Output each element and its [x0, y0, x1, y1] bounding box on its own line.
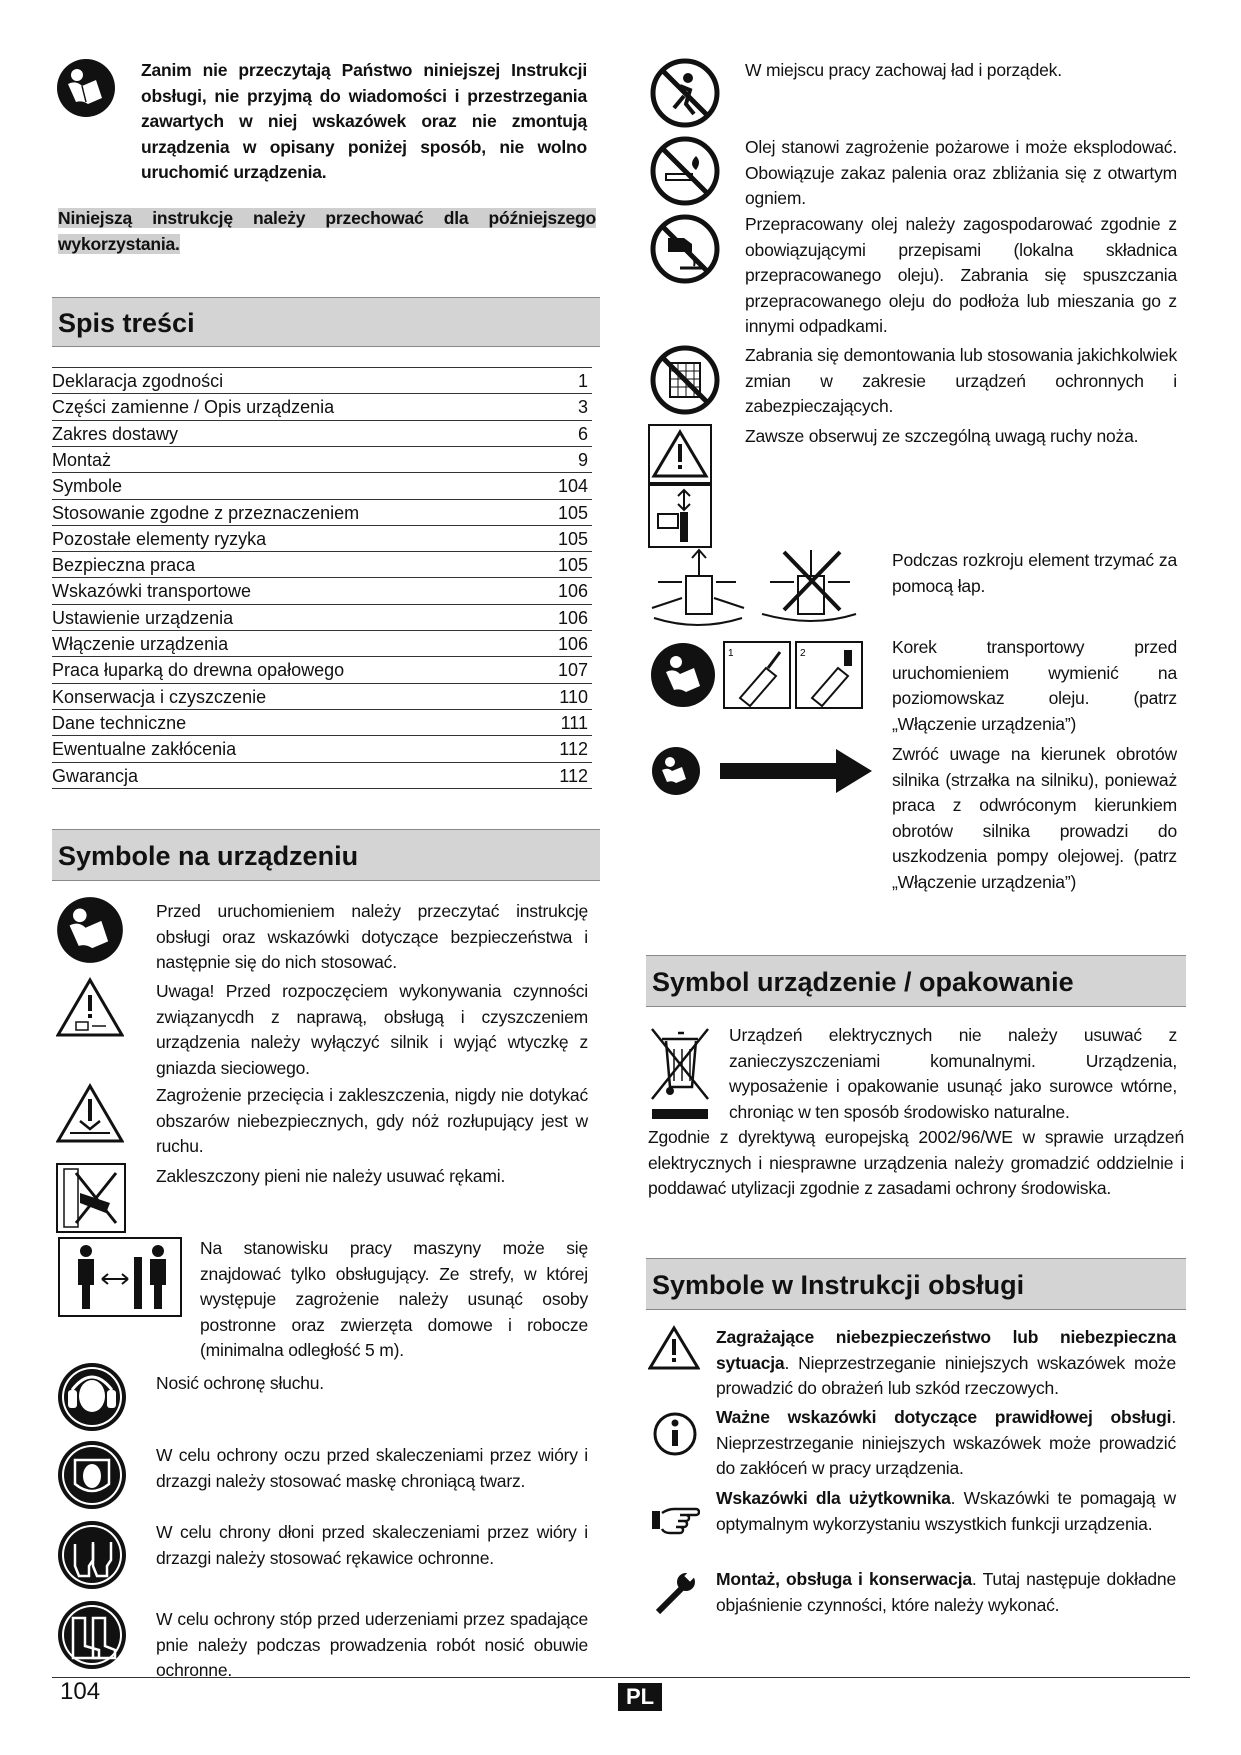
- toc-page: 105: [557, 555, 588, 576]
- right-symbol-text-3: Przepracowany olej należy zagospodarować zgodnie z obowiązującymi przepisami (lokalna składnica przepracowanego oleju). Zabrania się spuszczania przepracowanego oleju do podłoża lub mieszania go z innymi odpadkami.: [745, 214, 1177, 336]
- jammed-log-hands-icon: [56, 1163, 126, 1233]
- device-symbol-text-9: W celu ochrony stóp przed uderzeniami przez spadające pnie należy podczas prowadzenia robót nosić obuwie ochronne.: [156, 1609, 588, 1680]
- toc-label: Deklaracja zgodności: [52, 371, 224, 391]
- toc-label: Symbole: [52, 476, 123, 497]
- toc-label: Stosowanie zgodne z przeznaczeniem: [52, 502, 360, 523]
- right-symbol-text-7: Korek transportowy przed uruchomieniem wymienić na poziomowskaz oleju. (patrz „Włączenie urządzenia”): [892, 637, 1177, 734]
- device-symbol-text-4: Zakleszczony pieni nie należy usuwać rękami.: [156, 1166, 506, 1186]
- toc-page: 110: [559, 686, 588, 707]
- toc-row: [52, 472, 592, 499]
- packaging-heading: Symbol urządzenie / opakowanie: [646, 955, 1186, 1007]
- manual-symbol-item-3: Wskazówki dla użytkownika. Wskazówki te pomagają w optymalnym wykorzystaniu wszystkich funkcji urządzenia.: [716, 1488, 1176, 1534]
- toc-row: [52, 683, 592, 710]
- toc-page: 106: [557, 607, 588, 628]
- toc-label: Gwarancja: [52, 765, 139, 786]
- page-number: 104: [60, 1678, 101, 1705]
- toc-label: Dane techniczne: [52, 712, 187, 733]
- right-symbol-text-1: W miejscu pracy zachowaj ład i porządek.: [745, 60, 1062, 80]
- toc-page: 106: [557, 634, 588, 654]
- toc-row: [52, 446, 592, 473]
- safety-boots-icon: [57, 1600, 127, 1670]
- toc-page: 106: [557, 581, 588, 602]
- device-symbol-text-5: Na stanowisku pracy maszyny może się znajdować tylko obsługujący. Ze strefy, w której występuje zagrożenie należy usunąć osoby postronne oraz zwierzęta domowe i robocze (minimalna odległość 5 m).: [200, 1238, 588, 1360]
- footer-rule: [52, 1677, 1190, 1678]
- toc-row: [52, 393, 592, 420]
- right-symbol-text-4: Zabrania się demontowania lub stosowania jakichkolwiek zmian w zakresie urządzeń ochronnych i zabezpieczających.: [745, 345, 1177, 416]
- toc-label: Wskazówki transportowe: [52, 581, 252, 602]
- face-shield-icon: [57, 1440, 127, 1510]
- toc-bottom-rule: [52, 788, 592, 789]
- manual-symbol-item-2: Ważne wskazówki dotyczące prawidłowej obsługi. Nieprzestrzeganie niniejszych wskazówek może prowadzić do zakłóceń w pracy urządzenia.: [716, 1407, 1176, 1478]
- packaging-text-2: Zgodnie z dyrektywą europejską 2002/96/WE w sprawie urządzeń elektrycznych i niesprawne urządzenia należy gromadzić oddzielnie i poddawać utylizacji zgodnie z zasadami ochrony środowiska.: [648, 1127, 1184, 1198]
- toc-label: Włączenie urządzenia: [52, 634, 229, 654]
- transport-plug-icon: [650, 640, 866, 710]
- toc-row: [52, 577, 592, 604]
- no-guard-removal-icon: [650, 345, 720, 415]
- manual-symbol-item-4: Montaż, obsługa i konserwacja. Tutaj następuje dokładne objaśnienie czynności, które należy wykonać.: [716, 1569, 1176, 1615]
- toc-page: 105: [557, 528, 588, 549]
- toc-row: [52, 367, 592, 394]
- manual-symbols-heading: Symbole w Instrukcji obsługi: [646, 1258, 1186, 1310]
- motor-rotation-arrow-icon: [650, 745, 876, 797]
- toc-label: Montaż: [52, 449, 112, 470]
- toc-row: [52, 420, 592, 447]
- svg-text:1: 1: [728, 648, 734, 659]
- toc-row: [52, 630, 592, 657]
- operator-zone-icon: [58, 1237, 182, 1317]
- keep-tidy-prohibition-icon: [650, 58, 720, 128]
- blade-warning-icon: [648, 424, 712, 548]
- device-symbols-heading: Symbole na urządzeniu: [52, 829, 600, 881]
- toc-page: 104: [557, 476, 588, 497]
- right-symbol-text-6: Podczas rozkroju element trzymać za pomocą łap.: [892, 550, 1177, 596]
- toc-row: [52, 551, 592, 578]
- toc-label: Konserwacja i czyszczenie: [52, 686, 267, 707]
- device-symbol-text-8: W celu chrony dłoni przed skaleczeniami przez wióry i drzazgi należy stosować rękawice ochronne.: [156, 1522, 588, 1568]
- toc-label: Zakres dostawy: [52, 423, 179, 444]
- toc-label: Praca łuparką do drewna opałowego: [52, 660, 345, 681]
- hold-with-claws-icon: [648, 548, 858, 630]
- manual-symbol-item-1: Zagrażające niebezpieczeństwo lub niebezpieczna sytuacja. Nieprzestrzeganie niniejszych wskazówek może prowadzić do obrażeń lub szkód rzeczowych.: [716, 1327, 1176, 1398]
- device-symbol-text-2: Uwaga! Przed rozpoczęciem wykonywania czynności związanycdh z naprawą, obsługą i czyszczeniem urządzenia należy wyłączyć silnik i wyjąć wtyczkę z gniazda sieciowego.: [156, 981, 588, 1078]
- toc-row: [52, 709, 592, 736]
- device-symbol-text-3: Zagrożenie przecięcia i zakleszczenia, nigdy nie dotykać obszarów niebezpiecznych, gdy nóż rozłupujący jest w ruchu.: [156, 1085, 588, 1156]
- right-symbol-text-2: Olej stanowi zagrożenie pożarowe i może eksplodować. Obowiązuje zakaz palenia oraz zbliżania się z otwartym ogniem.: [745, 137, 1177, 208]
- protective-gloves-icon: [57, 1520, 127, 1590]
- read-manual-icon: [56, 58, 116, 118]
- right-symbol-text-5: Zawsze obserwuj ze szczególną uwagą ruchy noża.: [745, 426, 1139, 446]
- weee-bin-icon: [648, 1025, 712, 1121]
- toc-page: 112: [559, 739, 588, 760]
- toc-label: Pozostałe elementy ryzyka: [52, 528, 267, 549]
- right-symbol-text-8: Zwróć uwage na kierunek obrotów silnika (strzałka na silniku), ponieważ praca z odwróconym kierunkiem obrotów silnika prowadzi do uszkodzenia pompy olejowej. (patrz „Włączenie urządzenia”): [892, 744, 1177, 892]
- toc-page: 9: [577, 449, 588, 470]
- device-symbol-text-7: W celu ochrony oczu przed skaleczeniami przez wióry i drzazgi należy stosować maskę chroniącą twarz.: [156, 1445, 588, 1491]
- toc-page: 3: [577, 397, 588, 418]
- packaging-text-1: Urządzeń elektrycznych nie należy usuwać z zanieczyszczeniami komunalnymi. Urządzenia, wyposażenie i opakowanie usunąć jako surowce wtórne, chroniąc w ten sposób środowisko naturalne.: [729, 1025, 1177, 1122]
- toc-page: 107: [557, 660, 588, 681]
- ear-protection-icon: [57, 1362, 127, 1432]
- toc-label: Części zamienne / Opis urządzenia: [52, 397, 335, 418]
- device-symbol-text-6: Nosić ochronę słuchu.: [156, 1373, 324, 1393]
- toc-row: [52, 525, 592, 552]
- device-symbol-text-1: Przed uruchomieniem należy przeczytać instrukcję obsługi oraz wskazówki dotyczące bezpieczeństwa i następnie się do nich stosować.: [156, 901, 588, 972]
- toc-row: [52, 499, 592, 526]
- toc-heading: Spis treści: [52, 297, 600, 347]
- unplug-warning-icon: [56, 977, 124, 1039]
- toc-row: [52, 735, 592, 762]
- pointing-hand-icon: [650, 1501, 700, 1535]
- language-badge: PL: [618, 1683, 662, 1711]
- info-icon: [652, 1411, 698, 1457]
- toc-page: 111: [560, 712, 588, 733]
- toc-row: [52, 762, 592, 789]
- toc-page: 112: [559, 765, 588, 786]
- toc-page: 1: [577, 371, 588, 391]
- no-smoking-fire-icon: [650, 136, 720, 206]
- toc-label: Ustawienie urządzenia: [52, 607, 234, 628]
- danger-warning-icon: [648, 1325, 700, 1371]
- intro-warning: Zanim nie przeczytają Państwo niniejszej Instrukcji obsługi, nie przyjmą do wiadomości i przestrzegania zawartych w niej wskazówek oraz nie zmontują urządzenia w opisany poniżej sposób, nie wolno uruchomić urządzenia.: [141, 60, 587, 182]
- toc-page: 105: [557, 502, 588, 523]
- toc-row: [52, 656, 592, 683]
- intro-keep-note: Niniejszą instrukcję należy przechować dla późniejszego wykorzystania.: [58, 208, 596, 254]
- no-oil-dumping-icon: [650, 214, 720, 284]
- toc-label: Ewentualne zakłócenia: [52, 739, 237, 760]
- cut-hazard-icon: [56, 1083, 124, 1145]
- svg-text:2: 2: [800, 648, 806, 659]
- read-manual-icon: [56, 896, 124, 964]
- wrench-icon: [648, 1568, 700, 1620]
- toc-row: [52, 604, 592, 631]
- toc-page: 6: [577, 423, 588, 444]
- toc-label: Bezpieczna praca: [52, 555, 196, 576]
